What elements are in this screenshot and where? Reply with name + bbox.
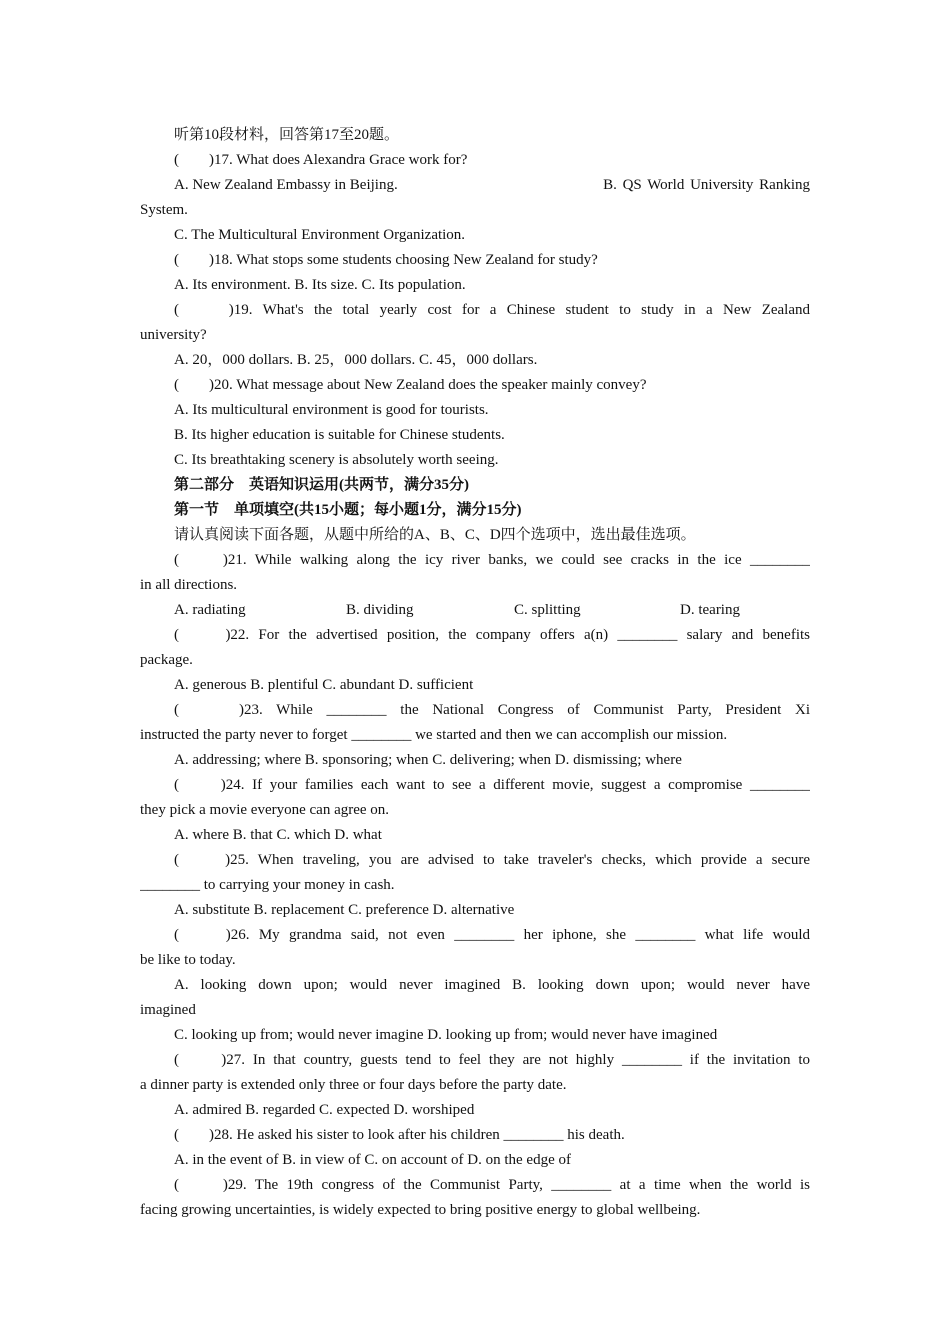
- question-23-stem-continued: instructed the party never to forget ________ we started and then we can accomplish our mission.: [140, 727, 728, 743]
- question-18-stem: ( )18. What stops some students choosing New Zealand for study?: [174, 252, 598, 268]
- question-24-options: A. where B. that C. which D. what: [174, 827, 382, 843]
- question-26-options-cd: C. looking up from; would never imagine D. looking up from; would never have imagined: [174, 1027, 718, 1043]
- question-27-stem: ( )27. In that country, guests tend to feel they are not highly ________ if the invitation to: [174, 1052, 810, 1068]
- question-21-option-a: A. radiating: [174, 602, 246, 618]
- question-25-stem-continued: ________ to carrying your money in cash.: [140, 877, 395, 893]
- question-25-stem: ( )25. When traveling, you are advised to take traveler's checks, which provide a secure: [174, 852, 810, 868]
- part-2-title: 第二部分 英语知识运用(共两节，满分35分): [174, 477, 469, 493]
- question-20-option-a: A. Its multicultural environment is good for tourists.: [174, 402, 489, 418]
- question-23-stem: ( )23. While ________ the National Congress of Communist Party, President Xi: [174, 702, 810, 718]
- question-27-options: A. admired B. regarded C. expected D. worshiped: [174, 1102, 475, 1118]
- question-21-stem-continued: in all directions.: [140, 577, 238, 593]
- question-28-stem: ( )28. He asked his sister to look after his children ________ his death.: [174, 1127, 625, 1143]
- question-28-options: A. in the event of B. in view of C. on account of D. on the edge of: [174, 1152, 571, 1168]
- question-26-options-ab: A. looking down upon; would never imagined B. looking down upon; would never have: [174, 977, 810, 993]
- question-19-stem-continued: university?: [140, 327, 207, 343]
- question-19-stem: ( )19. What's the total yearly cost for a Chinese student to study in a New Zealand: [174, 302, 810, 318]
- question-17-option-b: B. QS World University Ranking: [603, 177, 810, 193]
- question-20-stem: ( )20. What message about New Zealand does the speaker mainly convey?: [174, 377, 647, 393]
- question-22-stem: ( )22. For the advertised position, the company offers a(n) ________ salary and benefits: [174, 627, 810, 643]
- question-21-options: [140, 598, 810, 623]
- question-17-option-b-continued: System.: [140, 202, 188, 218]
- question-25-options: A. substitute B. replacement C. preference D. alternative: [174, 902, 515, 918]
- exam-content: [140, 123, 810, 1223]
- question-26-options-ab-continued: imagined: [140, 1002, 196, 1018]
- question-21-option-b: B. dividing: [346, 602, 414, 618]
- question-17-stem: ( )17. What does Alexandra Grace work for?: [174, 152, 468, 168]
- listening-instruction: 听第10段材料，回答第17至20题。: [174, 127, 400, 143]
- question-24-stem-continued: they pick a movie everyone can agree on.: [140, 802, 390, 818]
- question-26-stem-continued: be like to today.: [140, 952, 236, 968]
- question-19-options: A. 20，000 dollars. B. 25，000 dollars. C. 45，000 dollars.: [174, 352, 538, 368]
- question-29-stem: ( )29. The 19th congress of the Communist Party, ________ at a time when the world is: [174, 1177, 810, 1193]
- question-26-stem: ( )26. My grandma said, not even ________ her iphone, she ________ what life would: [174, 927, 810, 943]
- question-21-option-c: C. splitting: [514, 602, 581, 618]
- question-18-options: A. Its environment. B. Its size. C. Its population.: [174, 277, 466, 293]
- question-20-option-c: C. Its breathtaking scenery is absolutely worth seeing.: [174, 452, 499, 468]
- question-20-option-b: B. Its higher education is suitable for Chinese students.: [174, 427, 505, 443]
- question-27-stem-continued: a dinner party is extended only three or four days before the party date.: [140, 1077, 567, 1093]
- question-24-stem: ( )24. If your families each want to see a different movie, suggest a compromise ________: [174, 777, 810, 793]
- question-23-options: A. addressing; where B. sponsoring; when C. delivering; when D. dismissing; where: [174, 752, 682, 768]
- section-1-title: 第一节 单项填空(共15小题；每小题1分，满分15分): [174, 502, 522, 518]
- question-21-stem: ( )21. While walking along the icy river banks, we could see cracks in the ice ________: [174, 552, 810, 568]
- question-17-option-c: C. The Multicultural Environment Organization.: [174, 227, 466, 243]
- question-17-options-ab: [140, 173, 810, 198]
- question-22-options: A. generous B. plentiful C. abundant D. sufficient: [174, 677, 474, 693]
- question-17-option-a: A. New Zealand Embassy in Beijing.: [174, 177, 398, 193]
- question-22-stem-continued: package.: [140, 652, 193, 668]
- section-instruction: 请认真阅读下面各题，从题中所给的A、B、C、D四个选项中，选出最佳选项。: [174, 527, 696, 543]
- question-21-option-d: D. tearing: [680, 602, 740, 618]
- question-29-stem-continued: facing growing uncertainties, is widely expected to bring positive energy to global wellbeing.: [140, 1202, 701, 1218]
